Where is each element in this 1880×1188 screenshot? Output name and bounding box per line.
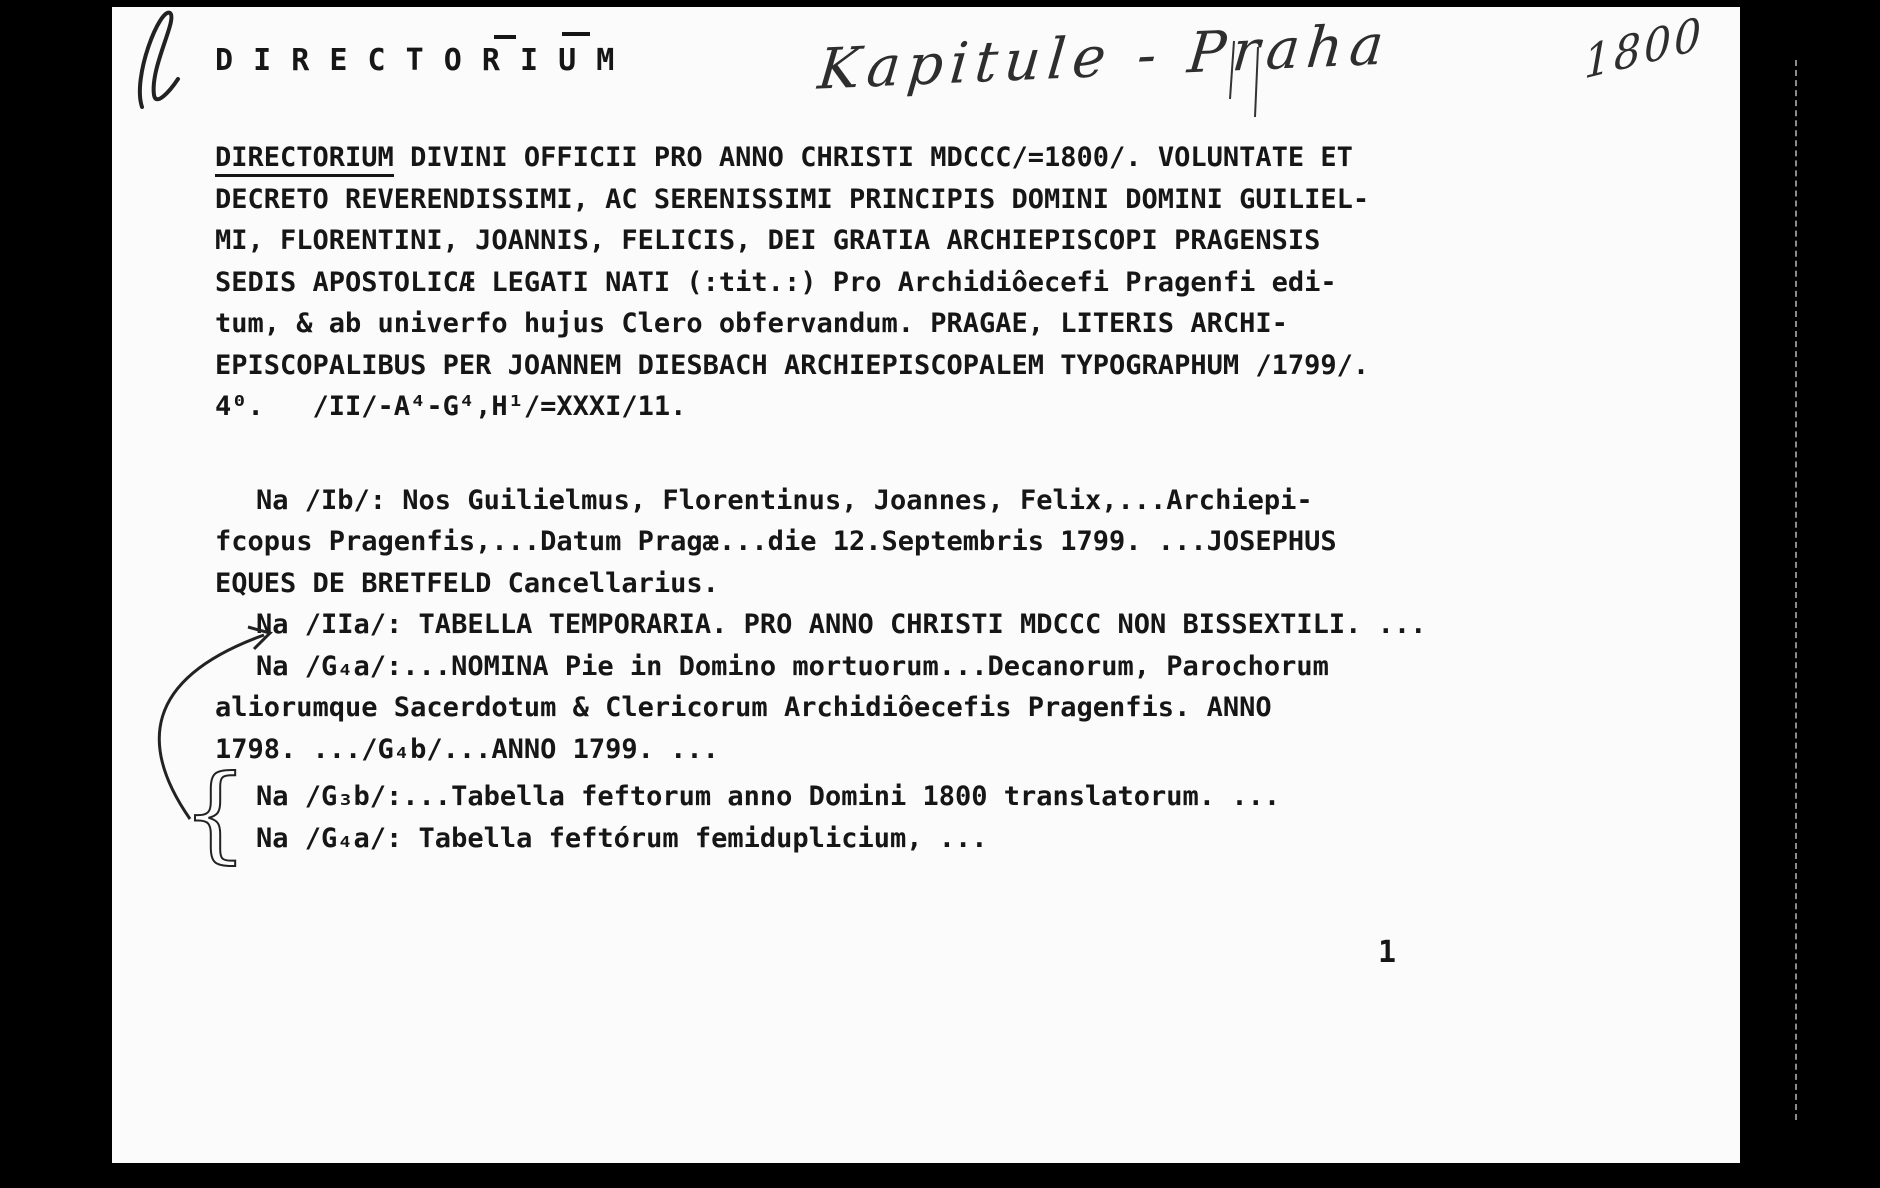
- text-line: [215, 729, 1635, 771]
- text-segment: MI, FLORENTINI, JOANNIS, FELICIS, DEI GRATIA ARCHIEPISCOPI PRAGENSIS: [215, 225, 1321, 256]
- text-segment: DECRETO REVERENDISSIMI, AC SERENISSIMI PRINCIPIS DOMINI DOMINI GUILIEL-: [215, 183, 1370, 215]
- text-segment: 1798. .../G₄b/...ANNO 1799. ...: [215, 733, 719, 765]
- handwritten-mark: [140, 13, 178, 107]
- text-line: [215, 604, 1635, 646]
- text-segment: Na /Ib/: Nos Guilielmus, Florentinus, Joannes, Felix,...Archiepi-: [256, 484, 1313, 516]
- paragraph: [215, 604, 1635, 646]
- text-segment: Na /G₄a/:...NOMINA Pie in Domino mortuorum...Decanorum, Parochorum: [256, 650, 1329, 682]
- page-title: D I R E C T O R I U M: [215, 43, 616, 78]
- text-segment: Na /G₃b/:...Tabella feftorum anno Domini 1800 translatorum. ...: [256, 781, 1281, 812]
- text-segment: Na /IIa/: TABELLA TEMPORARIA. PRO ANNO CHRISTI MDCCC NON BISSEXTILI. ...: [256, 609, 1427, 640]
- text-segment: SEDIS APOSTOLICÆ LEGATI NATI (:tit.:) Pro Archidiôecefi Pragenfi edi-: [215, 266, 1337, 298]
- handwritten-annotation: Kapitule - Praha: [815, 12, 1394, 103]
- text-line: [215, 345, 1635, 387]
- text-line: [215, 220, 1635, 262]
- text-segment: fcopus Pragenfis,...Datum Pragæ...die 12.Septembris 1799. ...JOSEPHUS: [215, 526, 1337, 557]
- paragraph: [215, 137, 1635, 428]
- text-line: [215, 563, 1635, 605]
- overstrike-macron: [494, 34, 590, 37]
- page-number: 1: [1378, 935, 1397, 970]
- text-line: [215, 687, 1635, 729]
- text-segment: EPISCOPALIBUS PER JOANNEM DIESBACH ARCHIEPISCOPALEM TYPOGRAPHUM /1799/.: [215, 349, 1370, 381]
- text-line: [215, 179, 1635, 221]
- paragraph: [215, 480, 1635, 605]
- paragraph: [215, 776, 1635, 859]
- handwritten-year: 1800: [1583, 7, 1705, 90]
- document-body: [215, 137, 1635, 859]
- paragraph: [215, 646, 1635, 771]
- text-segment: tum, & ab univerfo hujus Clero obfervandum. PRAGAE, LITERIS ARCHI-: [215, 308, 1288, 339]
- text-line: [215, 646, 1635, 688]
- text-segment: EQUES DE BRETFELD Cancellarius.: [215, 567, 719, 599]
- document-page: [112, 7, 1740, 1163]
- text-line: [215, 776, 1635, 818]
- underlined-text: DIRECTORIUM: [215, 142, 394, 177]
- text-line: [215, 137, 1635, 179]
- text-segment: 4⁰. /II/-A⁴-G⁴,H¹/=XXXI/11.: [215, 391, 687, 422]
- text-line: [215, 480, 1635, 522]
- text-line: [215, 818, 1635, 860]
- text-line: [215, 521, 1635, 563]
- brace-annotation: {: [182, 752, 249, 874]
- scan-scratch-line: [1795, 60, 1799, 1120]
- text-line: [215, 303, 1635, 345]
- text-line: [215, 262, 1635, 304]
- text-line: [215, 386, 1635, 428]
- text-segment: DIVINI OFFICII PRO ANNO CHRISTI MDCCC/=1800/. VOLUNTATE ET: [393, 142, 1353, 173]
- text-segment: Na /G₄a/: Tabella feftórum femiduplicium, ...: [256, 822, 988, 854]
- text-segment: aliorumque Sacerdotum & Clericorum Archidiôecefis Pragenfis. ANNO: [215, 692, 1272, 723]
